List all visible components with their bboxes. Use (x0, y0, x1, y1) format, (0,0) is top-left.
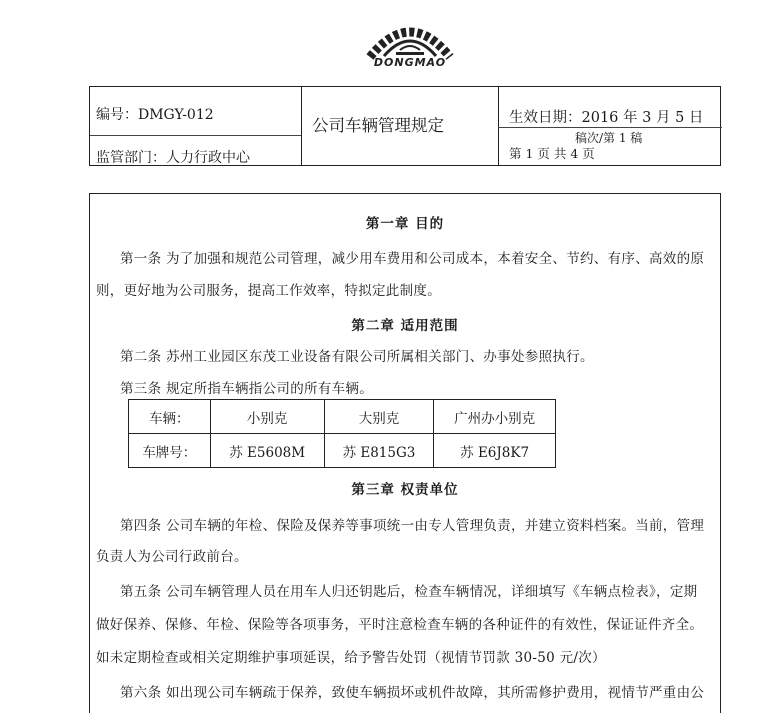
article-4-line-2: 负责人为公司行政前台。 (96, 549, 248, 565)
table-cell: 车辆： (129, 400, 211, 434)
page-count: 第 1 页 共 4 页 (509, 146, 595, 161)
supervising-department: 监管部门：人力行政中心 (96, 150, 250, 166)
table-cell: 车牌号： (129, 434, 211, 468)
article-2: 第二条 苏州工业园区东茂工业设备有限公司所属相关部门、办事处参照执行。 (120, 349, 594, 365)
article-3: 第三条 规定所指车辆指公司的所有车辆。 (120, 381, 373, 397)
effective-date: 生效日期：2016 年 3 月 5 日 (509, 110, 704, 126)
article-1-line-1: 第一条 为了加强和规范公司管理，减少用车费用和公司成本，本着安全、节约、有序、高效的原 (120, 251, 705, 267)
article-4-line-1: 第四条 公司车辆的年检、保险及保养等事项统一由专人管理负责，并建立资料档案。当前，管理 (120, 518, 705, 534)
vehicle-table (128, 399, 556, 468)
table-cell: 苏 E6J8K7 (434, 434, 556, 468)
table-cell: 广州办小别克 (434, 400, 556, 434)
article-5-line-1: 第五条 公司车辆管理人员在用车人归还钥匙后，检查车辆情况，详细填写《车辆点检表》，定期 (120, 584, 698, 600)
article-5-line-3: 如未定期检查或相关定期维护事项延误，给予警告处罚（视情节罚款 30-50 元/次） (96, 650, 606, 666)
document-code: 编号：DMGY-012 (96, 107, 214, 123)
article-1-line-2: 则，更好地为公司服务，提高工作效率，特拟定此制度。 (96, 283, 441, 299)
article-6-line-1: 第六条 如出现公司车辆疏于保养，致使车辆损坏或机件故障，其所需修护费用，视情节严重由公 (120, 685, 705, 701)
table-cell: 大别克 (324, 400, 434, 434)
version-number: 稿次/第 1 稿 (575, 131, 643, 145)
table-cell: 苏 E815G3 (324, 434, 434, 468)
table-row (129, 434, 556, 468)
table-cell: 小别克 (210, 400, 324, 434)
table-row (129, 400, 556, 434)
chapter-1-heading: 第一章 目的 (365, 216, 445, 232)
chapter-3-heading: 第三章 权责单位 (351, 482, 459, 498)
logo-wordmark: DONGMAO (373, 56, 447, 69)
table-cell: 苏 E5608M (210, 434, 324, 468)
article-5-line-2: 做好保养、保修、年检、保险等各项事务，平时注意检查车辆的各种证件的有效性，保证证件齐全。 (96, 617, 704, 633)
chapter-2-heading: 第二章 适用范围 (351, 318, 459, 334)
document-header-table (89, 86, 721, 166)
document-title: 公司车辆管理规定 (312, 116, 444, 135)
